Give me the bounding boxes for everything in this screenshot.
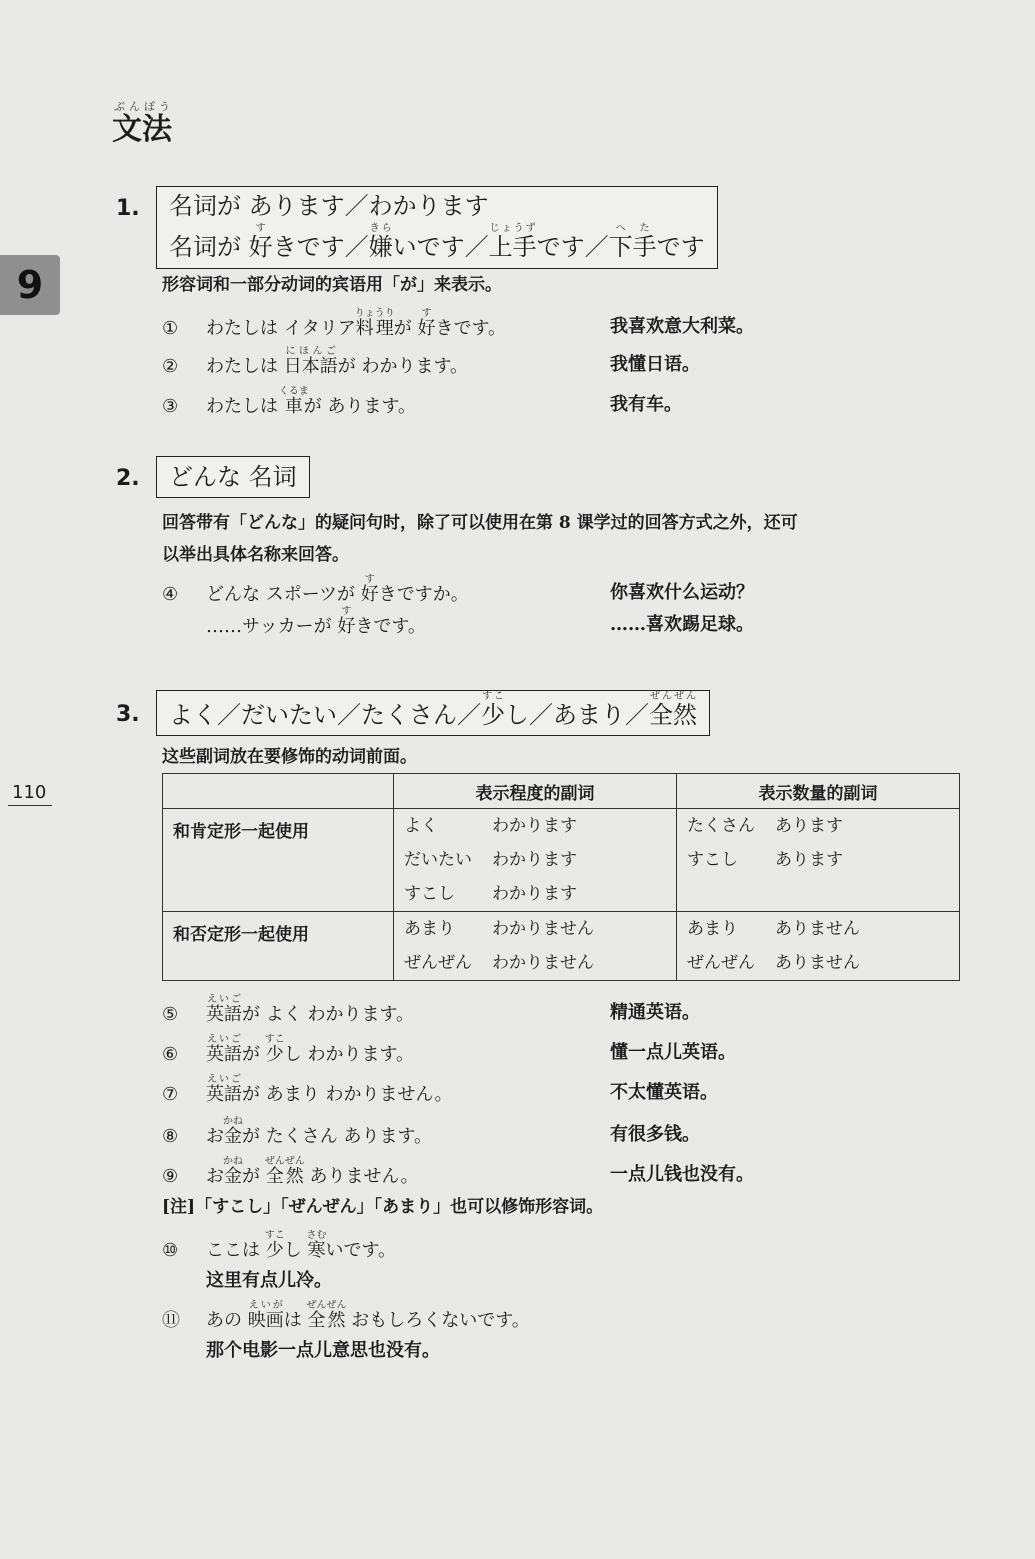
example-2-translation: 我懂日语。 <box>610 354 700 375</box>
example-6-translation: 懂一点儿英语。 <box>610 1042 736 1063</box>
example-2: ② わたしは 日本語にほんごが わかります。 <box>162 346 469 377</box>
example-8-translation: 有很多钱。 <box>610 1124 700 1145</box>
table-cell-positive-degree: よく わかります だいたい わかります すこし わかります <box>394 809 677 912</box>
example-9: ⑨ お金かねが 全然ぜんぜん ありません。 <box>162 1156 419 1187</box>
section-3-description: 这些副词放在要修饰的动词前面。 <box>162 747 417 767</box>
section-title: 文法ぶんぽう <box>112 100 172 147</box>
section-2-number: 2. <box>116 466 140 491</box>
example-4: ④ どんな スポーツが 好すきですか。 <box>162 574 469 605</box>
section-2-description-line-2: 以举出具体名称来回答。 <box>162 545 349 565</box>
table-row-positive-label: 和肯定形一起使用 <box>163 809 394 912</box>
table-cell-positive-amount: たくさん あります すこし あります <box>677 809 960 912</box>
example-3: ③ わたしは 車くるまが あります。 <box>162 386 417 417</box>
page-number: 110 <box>8 782 52 806</box>
example-4-translation: 你喜欢什么运动？ <box>610 582 754 603</box>
section-3-number: 3. <box>116 702 140 727</box>
example-4-answer-translation: ……喜欢踢足球。 <box>610 614 754 635</box>
section-3-heading: よく／だいたい／たくさん／少すこし／あまり／全然ぜんぜん <box>156 690 710 736</box>
example-5-translation: 精通英语。 <box>610 1002 700 1023</box>
example-11: ⑪ あの 映画えいがは 全然ぜんぜん おもしろくないです。 <box>162 1300 530 1331</box>
example-9-translation: 一点儿钱也没有。 <box>610 1164 754 1185</box>
adverb-table <box>162 773 960 981</box>
section-2-heading: どんな 名词 <box>156 456 310 498</box>
table-row-negative-label: 和否定形一起使用 <box>163 912 394 981</box>
example-11-translation: 那个电影一点儿意思也没有。 <box>206 1340 440 1361</box>
example-6: ⑥ 英語えいごが 少すこし わかります。 <box>162 1034 415 1065</box>
table-header-degree: 表示程度的副词 <box>394 774 677 809</box>
example-3-translation: 我有车。 <box>610 394 682 415</box>
example-1-translation: 我喜欢意大利菜。 <box>610 316 754 337</box>
example-8: ⑧ お金かねが たくさん あります。 <box>162 1116 433 1147</box>
table-header-amount: 表示数量的副词 <box>677 774 960 809</box>
example-7-translation: 不太懂英语。 <box>610 1082 718 1103</box>
section-1-description: 形容词和一部分动词的宾语用「が」来表示。 <box>162 275 502 295</box>
table-cell-negative-amount: あまり ありません ぜんぜん ありません <box>677 912 960 981</box>
example-10-translation: 这里有点儿冷。 <box>206 1270 332 1291</box>
chapter-tab: 9 <box>0 255 60 315</box>
section-2-description-line-1: 回答带有「どんな」的疑问句时，除了可以使用在第 8 课学过的回答方式之外，还可 <box>162 513 798 533</box>
table-cell-negative-degree: あまり わかりません ぜんぜん わかりません <box>394 912 677 981</box>
table-header-blank <box>163 774 394 809</box>
example-5: ⑤ 英語えいごが よく わかります。 <box>162 994 415 1025</box>
example-1: ① わたしは イタリア料理りょうりが 好すきです。 <box>162 308 507 339</box>
note: [注]「すこし」「ぜんぜん」「あまり」也可以修饰形容词。 <box>162 1197 604 1217</box>
section-1-number: 1. <box>116 196 140 221</box>
section-1-heading: 名词が あります／わかります 名词が 好すきです／嫌きらいです／上手じょうずです／下手へたです <box>156 186 718 269</box>
example-4-answer: ……サッカーが 好すきです。 <box>206 606 426 637</box>
example-7: ⑦ 英語えいごが あまり わかりません。 <box>162 1074 453 1105</box>
example-10: ⑩ ここは 少すこし 寒さむいです。 <box>162 1230 397 1261</box>
